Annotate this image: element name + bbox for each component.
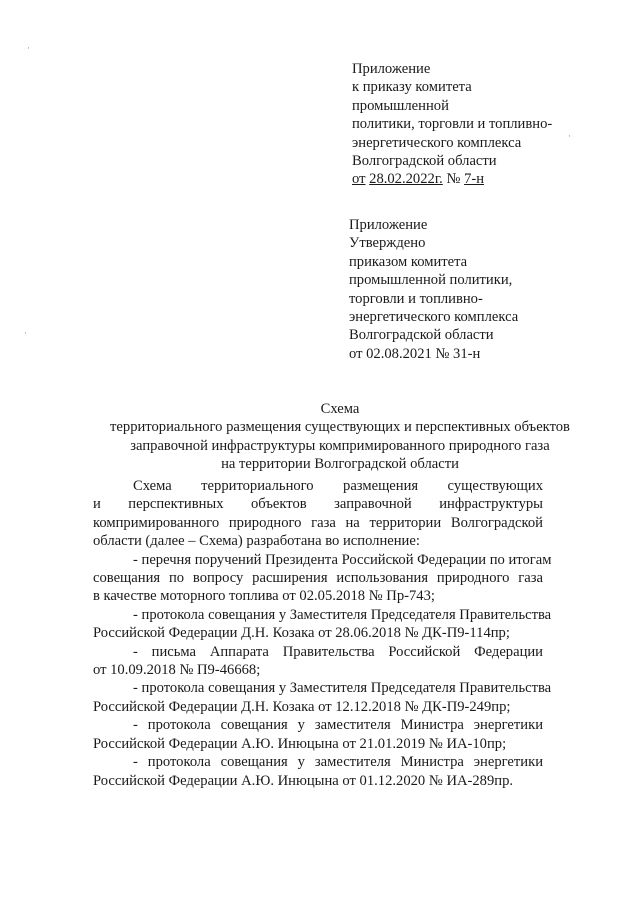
- order-date-prefix: от: [352, 171, 366, 188]
- document-body: [93, 477, 552, 790]
- appendix-current-line: политики, торговли и топливно-: [352, 116, 553, 133]
- list-item-line: - протокола совещания у Заместителя Председателя Правительства: [133, 606, 552, 623]
- list-item-line: в качестве моторного топлива от 02.05.2018 № Пр-743;: [93, 588, 435, 605]
- scan-speck: ·: [568, 132, 571, 142]
- appendix-current-line: Волгоградской области: [352, 153, 497, 170]
- appendix-original-line: торговли и топливно-: [349, 290, 483, 307]
- title-line: заправочной инфраструктуры компримированного природного газа: [130, 437, 550, 454]
- order-number: 7-н: [464, 171, 485, 188]
- order-number-sign: №: [446, 171, 461, 188]
- title-line: на территории Волгоградской области: [221, 456, 459, 473]
- order-date-line: [352, 170, 552, 188]
- list-item-line: - протокола совещания у заместителя Министра энергетики: [133, 754, 543, 771]
- list-item-line: Российской Федерации А.Ю. Инюцына от 01.12.2020 № ИА-289пр.: [93, 772, 514, 789]
- appendix-current-header: [352, 60, 552, 189]
- list-item-line: Российской Федерации Д.Н. Козака от 28.06.2018 № ДК-П9-114пр;: [93, 625, 510, 642]
- appendix-current-line: энергетического комплекса: [352, 134, 522, 151]
- appendix-original-header: [349, 216, 518, 363]
- scan-speck: ·: [24, 329, 27, 339]
- appendix-original-line: от 02.08.2021 № 31-н: [349, 345, 481, 362]
- intro-line: Схема территориального размещения существующих: [133, 478, 543, 494]
- list-item-line: от 10.09.2018 № П9-46668;: [93, 662, 261, 679]
- appendix-original-line: Приложение: [349, 217, 428, 233]
- scan-speck: ·: [27, 44, 30, 54]
- appendix-current-line: Приложение: [352, 61, 431, 77]
- appendix-current-line: к приказу комитета: [352, 79, 472, 96]
- list-item-line: Российской Федерации Д.Н. Козака от 12.12.2018 № ДК-П9-249пр;: [93, 698, 511, 715]
- list-item-line: - перечня поручений Президента Российской Федерации по итогам: [133, 551, 552, 568]
- list-item-line: совещания по вопросу расширения использования природного газа: [93, 570, 543, 587]
- appendix-original-line: Утверждено: [349, 235, 426, 252]
- document-title: [60, 400, 620, 474]
- appendix-current-line: промышленной: [352, 97, 449, 114]
- appendix-original-line: промышленной политики,: [349, 272, 513, 289]
- list-item-line: - письма Аппарата Правительства Российской Федерации: [133, 643, 543, 660]
- list-item-line: - протокола совещания у заместителя Министра энергетики: [133, 717, 543, 734]
- appendix-original-line: приказом комитета: [349, 253, 468, 270]
- list-item-line: Российской Федерации А.Ю. Инюцына от 21.01.2019 № ИА-10пр;: [93, 735, 507, 752]
- intro-line: области (далее – Схема) разработана во исполнение:: [93, 533, 420, 550]
- intro-line: и перспективных объектов заправочной инфраструктуры: [93, 496, 543, 513]
- order-date: 28.02.2022г.: [369, 171, 443, 188]
- title-line: территориального размещения существующих и перспективных объектов: [110, 419, 570, 436]
- intro-line: компримированного природного газа на территории Волгоградской: [93, 514, 543, 531]
- title-line: Схема: [320, 401, 360, 417]
- appendix-original-line: Волгоградской области: [349, 327, 494, 344]
- appendix-original-line: энергетического комплекса: [349, 309, 519, 326]
- list-item-line: - протокола совещания у Заместителя Председателя Правительства: [133, 680, 552, 697]
